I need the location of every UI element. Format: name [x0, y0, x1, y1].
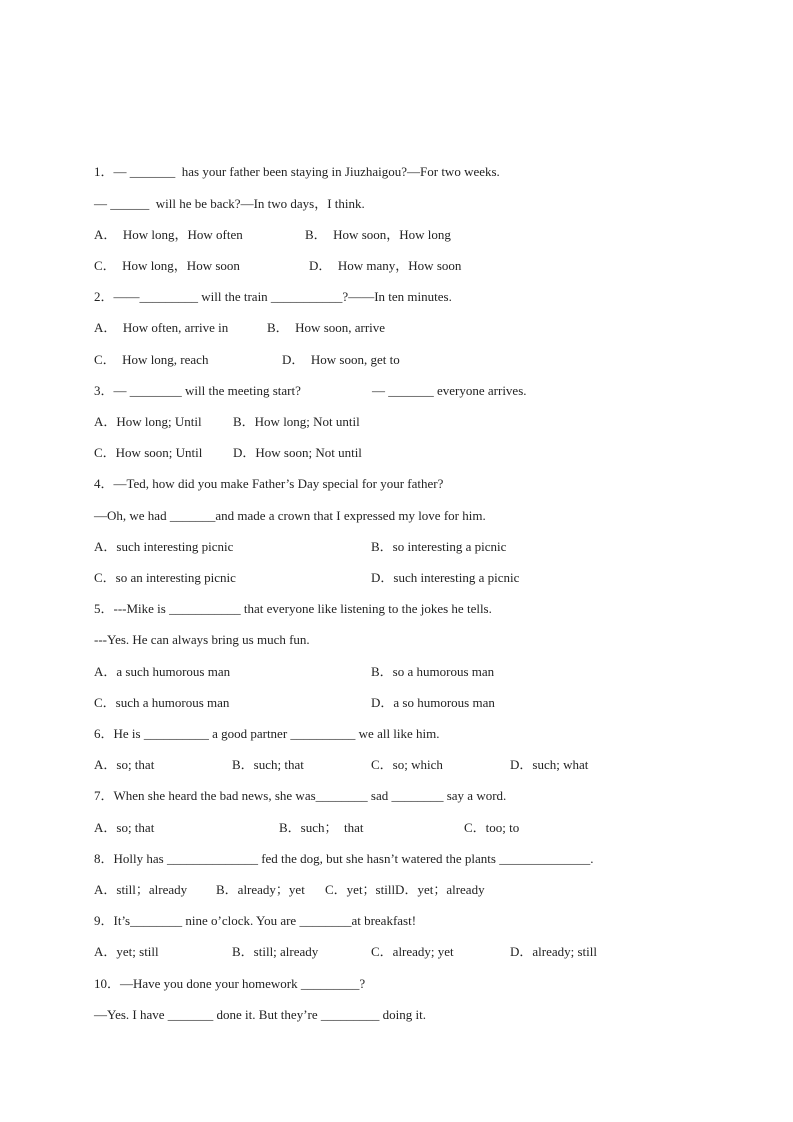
q5-option-d: D．a so humorous man — [371, 695, 495, 710]
q10-stem-2: —Yes. I have _______ done it. But they’re _________ doing it. — [94, 1007, 426, 1022]
q6-option-b: B．such; that — [232, 757, 304, 772]
q7-stem: 7．When she heard the bad news, she was________ sad ________ say a word. — [94, 788, 507, 803]
q2-option-b: B． How soon, arrive — [267, 320, 386, 335]
q4-option-a: A．such interesting picnic — [94, 539, 234, 554]
q8-option-b: B．already；yet — [216, 882, 305, 897]
q4-option-b: B．so interesting a picnic — [371, 539, 507, 554]
q6-stem: 6．He is __________ a good partner __________ we all like him. — [94, 726, 440, 741]
q4-option-d: D．such interesting a picnic — [371, 570, 520, 585]
q2-option-d: D． How soon, get to — [282, 352, 400, 367]
q8-stem: 8．Holly has ______________ fed the dog, but she hasn’t watered the plants ______________. — [94, 851, 594, 866]
q1-option-b: B． How soon，How long — [305, 227, 451, 242]
q6-option-c: C．so; which — [371, 757, 443, 772]
q9-option-b: B．still; already — [232, 944, 319, 959]
q5-stem: 5．---Mike is ___________ that everyone like listening to the jokes he tells. — [94, 601, 492, 616]
q6-option-a: A．so; that — [94, 757, 155, 772]
q5-option-a: A．a such humorous man — [94, 664, 231, 679]
q7-option-c: C．too; to — [464, 820, 520, 835]
q2-stem: 2．——_________ will the train ___________?——In ten minutes. — [94, 289, 452, 304]
q5-option-b: B．so a humorous man — [371, 664, 495, 679]
q3-option-a: A．How long; Until — [94, 414, 202, 429]
q5-option-c: C．such a humorous man — [94, 695, 230, 710]
q9-option-a: A．yet; still — [94, 944, 159, 959]
q6-option-d: D．such; what — [510, 757, 589, 772]
q9-stem: 9．It’s________ nine o’clock. You are ________at breakfast! — [94, 913, 417, 928]
q1-stem-2: — ______ will he be back?—In two days，I think. — [94, 196, 365, 211]
q3-option-d: D．How soon; Not until — [233, 445, 362, 460]
q4-stem-2: —Oh, we had _______and made a crown that I expressed my love for him. — [94, 508, 486, 523]
q9-option-d: D．already; still — [510, 944, 598, 959]
q10-stem: 10．—Have you done your homework _________? — [94, 976, 366, 991]
q1-stem: 1．— _______ has your father been staying in Jiuzhaigou?—For two weeks. — [94, 164, 500, 179]
q3-stem: 3．— ________ will the meeting start? — [94, 383, 301, 398]
q3-stem-2: — _______ everyone arrives. — [372, 383, 527, 398]
q1-option-d: D． How many，How soon — [309, 258, 462, 273]
q3-option-c: C．How soon; Until — [94, 445, 203, 460]
q3-option-b: B．How long; Not until — [233, 414, 360, 429]
q4-stem: 4．—Ted, how did you make Father’s Day special for your father? — [94, 476, 444, 491]
q8-option-c: C．yet；stillD．yet；already — [325, 882, 485, 897]
q4-option-c: C．so an interesting picnic — [94, 570, 236, 585]
q9-option-c: C．already; yet — [371, 944, 454, 959]
q5-stem-2: ---Yes. He can always bring us much fun. — [94, 632, 310, 647]
q1-option-a: A． How long，How often — [94, 227, 243, 242]
q2-option-c: C． How long, reach — [94, 352, 209, 367]
q1-option-c: C． How long，How soon — [94, 258, 240, 273]
q7-option-a: A．so; that — [94, 820, 155, 835]
q7-option-b: B．such； that — [279, 820, 364, 835]
q2-option-a: A． How often, arrive in — [94, 320, 229, 335]
q8-option-a: A．still；already — [94, 882, 188, 897]
